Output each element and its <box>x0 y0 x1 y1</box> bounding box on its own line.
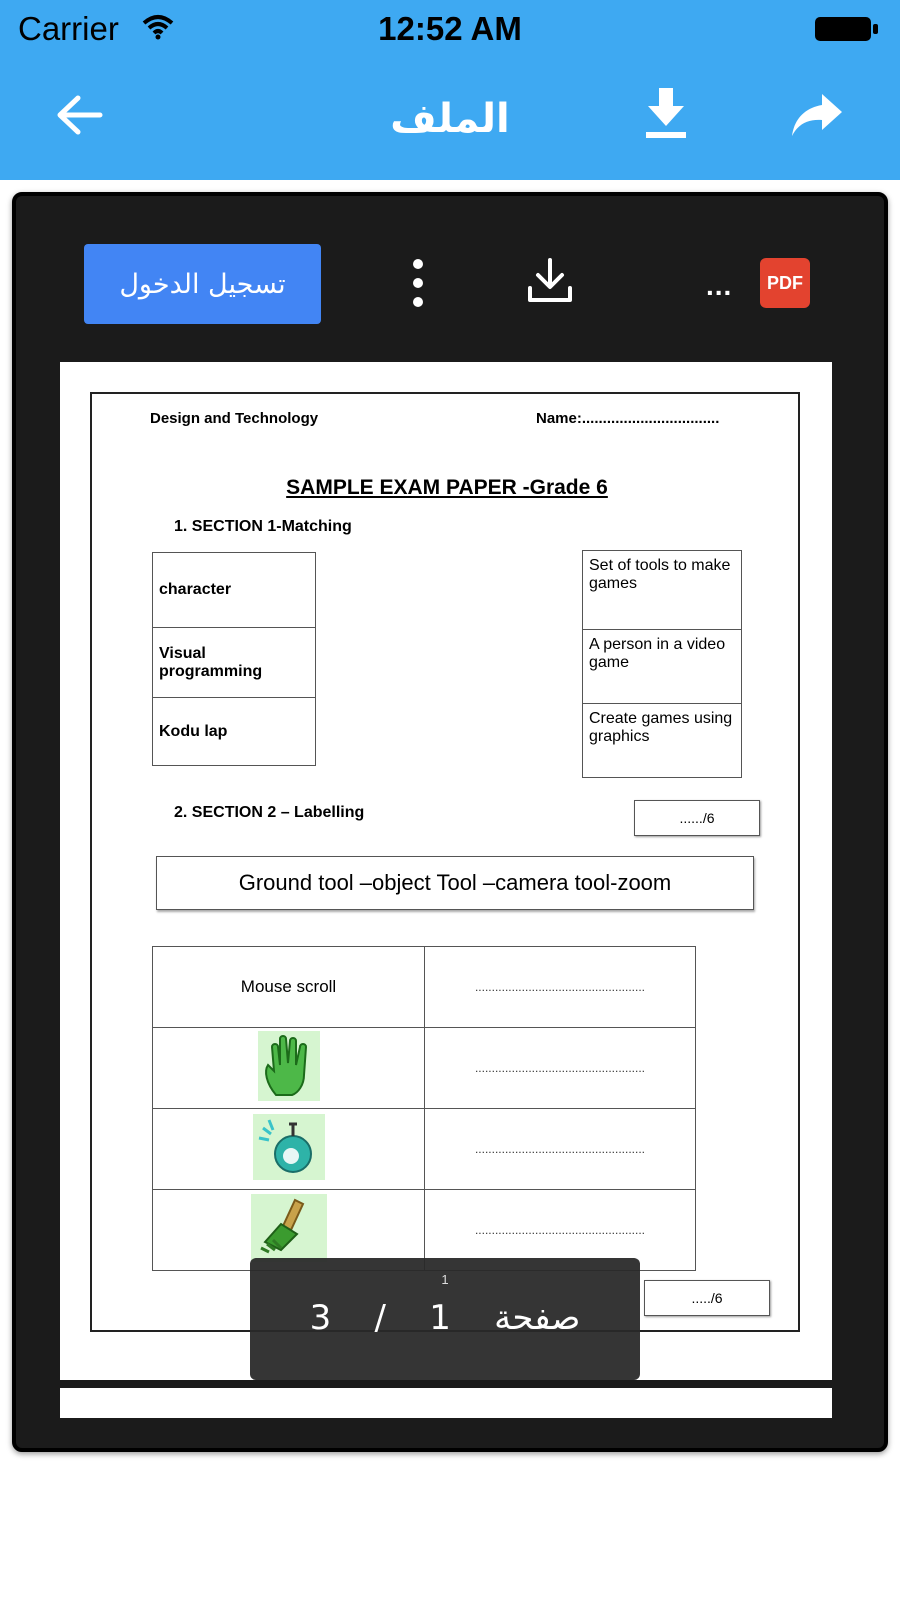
section2-heading: 2. SECTION 2 – Labelling <box>174 804 365 821</box>
nav-bar <box>0 62 900 180</box>
nav-title: الملف <box>390 96 510 142</box>
match-definition: Set of tools to make games <box>589 557 731 592</box>
exam-paper <box>90 392 800 1332</box>
share-icon[interactable] <box>790 92 844 143</box>
answer-line: ................................................... <box>425 947 696 1028</box>
section1-heading: 1. SECTION 1-Matching <box>174 518 352 535</box>
more-options-ellipsis[interactable]: ... <box>706 270 733 301</box>
matching-terms-column <box>152 552 316 766</box>
word-bank: Ground tool –object Tool –camera tool-zoom <box>156 856 754 910</box>
answer-line: ................................................... <box>425 1190 696 1271</box>
score-box-final: ...../6 <box>644 1280 770 1316</box>
page-indicator <box>250 1258 640 1380</box>
pager-current: 1 <box>429 1298 451 1338</box>
match-definition: A person in a video game <box>583 629 741 703</box>
page-number-small: 1 <box>441 1272 449 1287</box>
labelling-table <box>152 946 696 1271</box>
answer-line: ................................................... <box>425 1109 696 1190</box>
status-bar <box>0 0 900 62</box>
pager-label: صفحة <box>494 1298 581 1338</box>
page-counter <box>250 1298 640 1338</box>
table-row <box>153 947 696 1028</box>
match-term: Kodu lap <box>153 697 315 765</box>
match-term: character <box>159 581 232 598</box>
camera-tool-icon <box>253 1165 325 1184</box>
viewer-download-icon[interactable] <box>526 256 574 309</box>
next-page-preview <box>60 1388 832 1418</box>
pager-separator: / <box>374 1298 386 1338</box>
exam-title: SAMPLE EXAM PAPER -Grade 6 <box>286 476 608 499</box>
name-field-label: Name:................................. <box>536 410 720 427</box>
status-time: 12:52 AM <box>378 10 522 47</box>
table-row <box>153 1109 696 1190</box>
match-term: Visual programming <box>153 627 315 697</box>
label-cell <box>153 1028 425 1109</box>
document-page <box>60 362 832 1380</box>
subject-label: Design and Technology <box>150 410 319 427</box>
download-icon[interactable] <box>644 86 688 147</box>
label-cell: Mouse scroll <box>153 947 425 1028</box>
answer-line: ................................................... <box>425 1028 696 1109</box>
label-cell <box>153 1109 425 1190</box>
login-button[interactable]: تسجيل الدخول <box>84 244 321 324</box>
carrier-label: Carrier <box>18 10 119 47</box>
matching-definitions-column <box>582 550 742 778</box>
kebab-menu-icon[interactable] <box>411 258 425 313</box>
pdf-icon: PDF <box>760 258 810 308</box>
table-row <box>153 1028 696 1109</box>
hand-icon <box>258 1086 320 1105</box>
score-box-section2: ....../6 <box>634 800 760 836</box>
match-definition: Create games using graphics <box>583 703 741 777</box>
battery-icon <box>814 14 880 49</box>
pager-total: 3 <box>309 1298 332 1338</box>
